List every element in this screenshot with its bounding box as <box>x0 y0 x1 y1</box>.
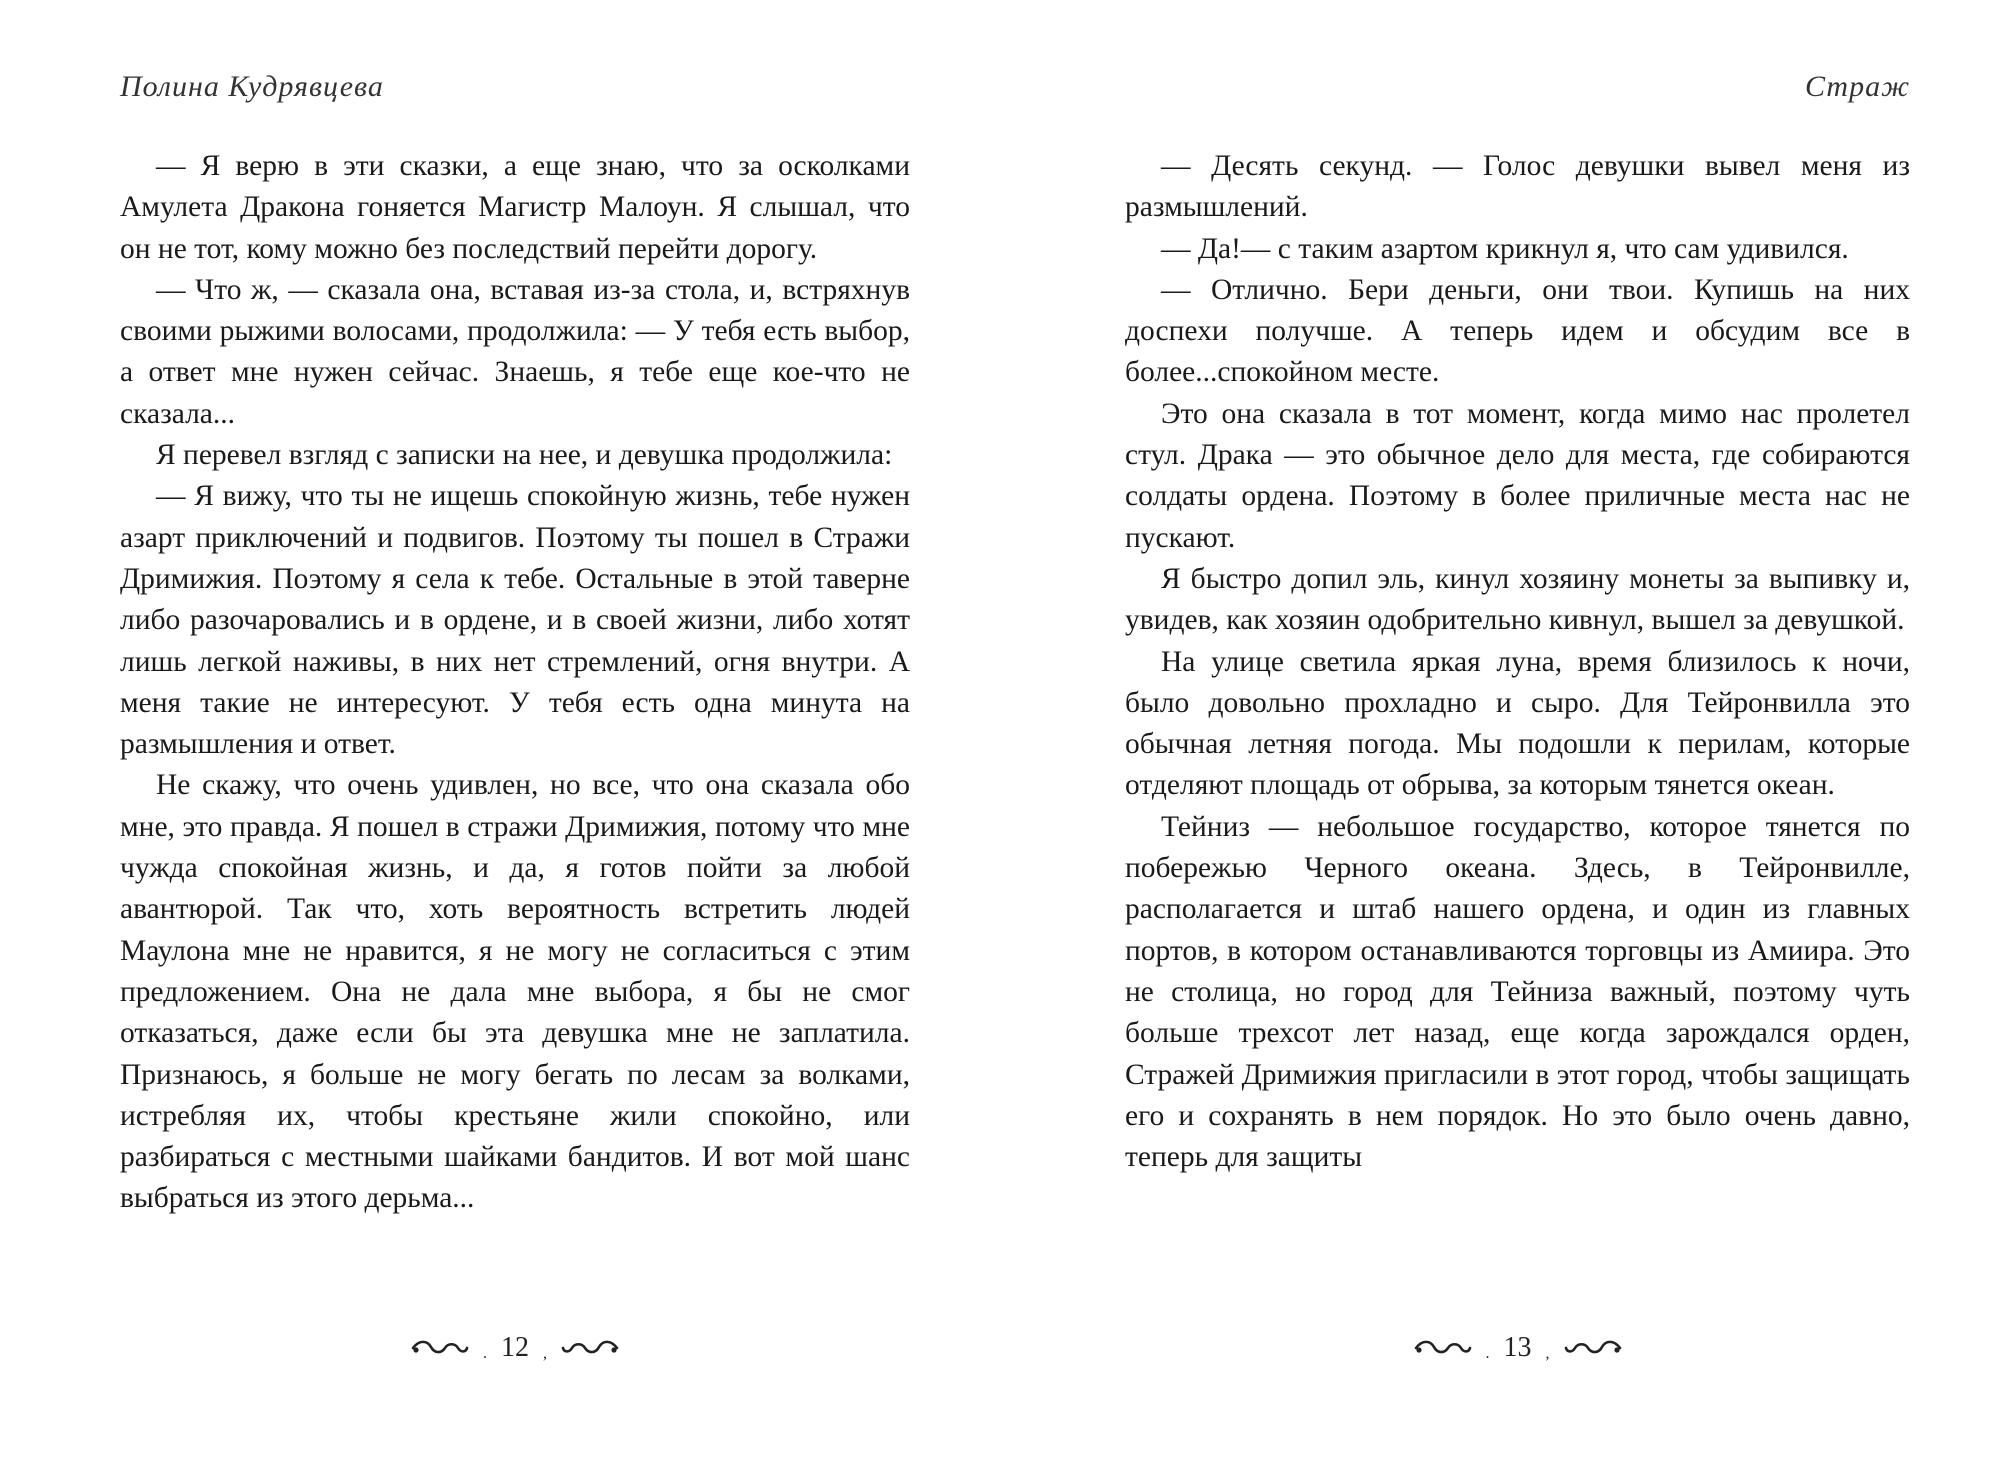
separator-dot: . <box>483 1345 487 1362</box>
paragraph: Тейниз — небольшое государство, которое тянется по побережью Черного океана. Здесь, в Тейронвилле, располагается и штаб нашего ордена, и один из главных портов, в котором останавливаются торговцы из Амиира. Это не столица, но город для Тейниза важный, поэтому чуть больше трехсот лет назад, еще когда зарождался орден, Стражей Дримижия пригласили в этот город, чтобы защищать его и сохранять в нем порядок. Но это было очень давно, теперь для защиты <box>1125 810 1910 1174</box>
paragraph: — Да!— с таким азартом крикнул я, что сам удивился. <box>1161 232 1849 265</box>
author-running-head: Полина Кудрявцева <box>120 70 384 103</box>
paragraph: Не скажу, что очень удивлен, но все, что она сказала обо мне, это правда. Я пошел в стражи Дримижия, потому что мне чужда спокойная жизнь, и да, я готов пойти за любой авантюрой. Так что, хоть вероятность встретить людей Маулона мне не нравится, я не могу не согласиться с этим предложением. Она не дала мне выбора, я бы не смог отказаться, даже если бы эта девушка мне не заплатила. Признаюсь, я больше не могу бегать по лесам за волками, истребляя их, чтобы крестьяне жили спокойно, или разбираться с местными шайками бандитов. И вот мой шанс выбраться из этого дерьма... <box>120 769 910 1215</box>
paragraph: Я перевел взгляд с записки на нее, и девушка продолжила: <box>156 439 893 472</box>
paragraph: — Отлично. Бери деньги, они твои. Купишь на них доспехи получше. А теперь идем и обсудим все в более...спокойном месте. <box>1125 273 1910 389</box>
page-number: 13 <box>1503 1332 1532 1363</box>
paragraph: — Я верю в эти сказки, а еще знаю, что за осколками Амулета Дракона гоняется Магистр Малоун. Я слышал, что он не тот, кому можно без последствий перейти дорогу. <box>120 150 910 265</box>
paragraph: — Что ж, — сказала она, вставая из-за стола, и, встряхнув своими рыжими волосами, продолжила: — У тебя есть выбор, а ответ мне нужен сейчас. Знаешь, я тебе еще кое-что не сказала... <box>120 273 910 430</box>
separator-dot: . <box>1485 1345 1490 1362</box>
paragraph: — Десять секунд. — Голос девушки вывел меня из размышлений. <box>1125 150 1910 224</box>
page-number-ornament <box>120 1328 910 1368</box>
flourish-right-icon <box>561 1337 619 1359</box>
page-number-ornament <box>1125 1328 1910 1368</box>
flourish-right-icon <box>1564 1337 1622 1359</box>
right-page <box>1125 0 1910 1466</box>
left-page <box>120 0 910 1466</box>
left-page-body <box>120 146 910 1220</box>
paragraph: Это она сказала в тот момент, когда мимо нас пролетел стул. Драка — это обычное дело для места, где собираются солдаты ордена. Поэтому в более приличные места нас не пускают. <box>1125 397 1910 554</box>
separator-dot: , <box>543 1345 547 1362</box>
paragraph: — Я вижу, что ты не ищешь спокойную жизнь, тебе нужен азарт приключений и подвигов. Поэтому ты пошел в Стражи Дримижия. Поэтому я села к тебе. Остальные в этой таверне либо разочаровались и в ордене, и в своей жизни, либо хотят лишь легкой наживы, в них нет стремлений, огня внутри. А меня такие не интересуют. У тебя есть одна минута на размышления и ответ. <box>120 480 910 761</box>
page-number: 12 <box>501 1332 529 1363</box>
right-page-body <box>1125 146 1910 1178</box>
flourish-left-icon <box>411 1337 469 1359</box>
separator-dot: , <box>1545 1345 1550 1362</box>
paragraph: На улице светила яркая луна, время близилось к ночи, было довольно прохладно и сыро. Для Тейронвилла это обычная летняя погода. Мы подошли к перилам, которые отделяют площадь от обрыва, за которым тянется океан. <box>1125 645 1910 802</box>
title-running-head: Страж <box>1804 70 1910 103</box>
flourish-left-icon <box>1414 1337 1472 1359</box>
paragraph: Я быстро допил эль, кинул хозяину монеты за выпивку и, увидев, как хозяин одобрительно кивнул, вышел за девушкой. <box>1125 562 1910 637</box>
